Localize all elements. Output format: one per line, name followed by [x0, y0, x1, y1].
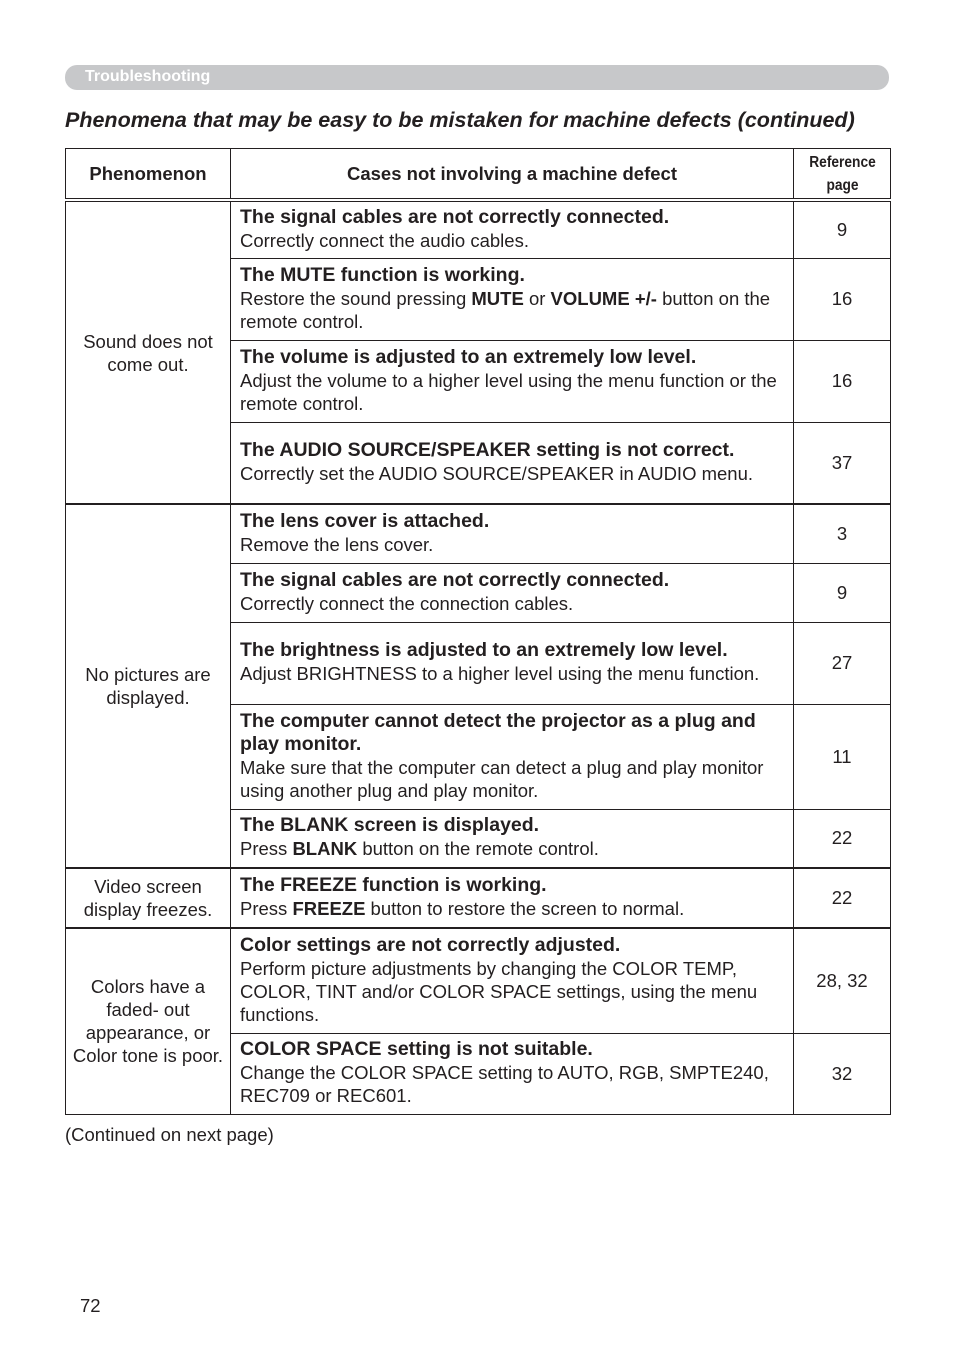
case-description: [240, 1061, 785, 1107]
reference-page-cell: 16: [794, 258, 891, 340]
case-description: [240, 756, 785, 802]
table-row: [66, 504, 891, 563]
case-description: [240, 369, 785, 415]
case-description: [240, 462, 785, 485]
case-cell: [231, 422, 794, 504]
case-title: The computer cannot detect the projector as a plug and play monitor.: [240, 709, 756, 755]
description-text: Restore the sound pressing: [240, 287, 472, 309]
header-phenomenon: Phenomenon: [66, 149, 231, 201]
page-number: 72: [80, 1295, 101, 1316]
description-text: Correctly connect the audio cables.: [240, 229, 529, 251]
reference-page-cell: 22: [794, 868, 891, 928]
case-title: The signal cables are not correctly connected.: [240, 568, 670, 591]
case-cell: [231, 504, 794, 563]
reference-page-cell: 32: [794, 1033, 891, 1114]
header-cases: Cases not involving a machine defect: [231, 149, 794, 201]
page-heading: Phenomena that may be easy to be mistaken for machine defects (continued): [65, 108, 855, 132]
description-bold-text: BLANK: [292, 838, 358, 860]
description-text: or: [523, 287, 551, 309]
description-text: button on the remote control.: [357, 838, 599, 860]
case-description: [240, 897, 785, 920]
troubleshooting-table: [65, 148, 891, 1115]
description-text: Correctly set the AUDIO SOURCE/SPEAKER in AUDIO menu.: [240, 462, 754, 484]
phenomenon-cell: No pictures are displayed.: [66, 504, 231, 868]
case-cell: [231, 1033, 794, 1114]
description-text: Press: [240, 898, 293, 919]
case-description: [240, 957, 785, 1026]
table-row: [66, 200, 891, 258]
case-cell: [231, 622, 794, 704]
table-body: [66, 200, 891, 1114]
description-text: Perform picture adjustments by changing the COLOR TEMP, COLOR, TINT and/or COLOR SPACE settings, using the menu functions.: [240, 957, 758, 1025]
case-title: The BLANK screen is displayed.: [240, 814, 540, 837]
case-title: COLOR SPACE setting is not suitable.: [240, 1038, 593, 1060]
case-title: The volume is adjusted to an extremely low level.: [240, 345, 697, 368]
case-description: [240, 837, 785, 860]
case-cell: [231, 200, 794, 258]
case-description: [240, 592, 785, 615]
description-text: Adjust the volume to a higher level using the menu function or the remote control.: [240, 369, 777, 414]
reference-page-cell: 16: [794, 340, 891, 422]
reference-page-cell: 37: [794, 422, 891, 504]
case-cell: [231, 928, 794, 1033]
case-cell: [231, 340, 794, 422]
case-title: The AUDIO SOURCE/SPEAKER setting is not correct.: [240, 438, 735, 461]
case-title: The signal cables are not correctly connected.: [240, 205, 670, 228]
reference-page-cell: 11: [794, 704, 891, 809]
phenomenon-cell: Colors have a faded- out appearance, or Color tone is poor.: [66, 928, 231, 1114]
description-text: Correctly connect the connection cables.: [240, 592, 574, 614]
section-title: Troubleshooting: [85, 68, 211, 85]
continued-note: (Continued on next page): [65, 1124, 274, 1145]
description-text: button on the remote control.: [240, 287, 771, 332]
case-title: The FREEZE function is working.: [240, 874, 547, 896]
description-text: Press: [240, 838, 293, 860]
reference-page-cell: 22: [794, 809, 891, 868]
description-bold-text: MUTE: [471, 287, 524, 309]
case-cell: [231, 809, 794, 868]
description-text: Remove the lens cover.: [240, 533, 434, 555]
reference-page-cell: 28, 32: [794, 928, 891, 1033]
case-description: [240, 229, 785, 252]
description-text: Adjust BRIGHTNESS to a higher level using the menu function.: [240, 663, 760, 684]
phenomenon-cell: Sound does not come out.: [66, 200, 231, 504]
case-description: [240, 662, 785, 685]
case-title: Color settings are not correctly adjusted.: [240, 933, 621, 956]
table-row: [66, 868, 891, 928]
description-text: button to restore the screen to normal.: [365, 898, 685, 919]
section-bar: [65, 65, 889, 90]
case-title: The brightness is adjusted to an extremely low level.: [240, 639, 728, 661]
case-cell: [231, 563, 794, 622]
reference-page-cell: 3: [794, 504, 891, 563]
header-reference-page: Reference page: [800, 149, 883, 201]
case-title: The MUTE function is working.: [240, 263, 525, 286]
case-title: The lens cover is attached.: [240, 509, 490, 532]
case-cell: [231, 704, 794, 809]
case-cell: [231, 868, 794, 928]
description-bold-text: VOLUME +/-: [550, 287, 657, 309]
table-header-row: [66, 149, 891, 201]
case-description: [240, 533, 785, 556]
description-text: Change the COLOR SPACE setting to AUTO, RGB, SMPTE240, REC709 or REC601.: [240, 1062, 769, 1106]
reference-page-cell: 9: [794, 200, 891, 258]
case-cell: [231, 258, 794, 340]
phenomenon-cell: Video screen display freezes.: [66, 868, 231, 928]
reference-page-cell: 27: [794, 622, 891, 704]
description-bold-text: FREEZE: [292, 898, 366, 919]
description-text: Make sure that the computer can detect a plug and play monitor using another plug and play monitor.: [240, 756, 764, 801]
table-row: [66, 928, 891, 1033]
case-description: [240, 287, 785, 333]
reference-page-cell: 9: [794, 563, 891, 622]
